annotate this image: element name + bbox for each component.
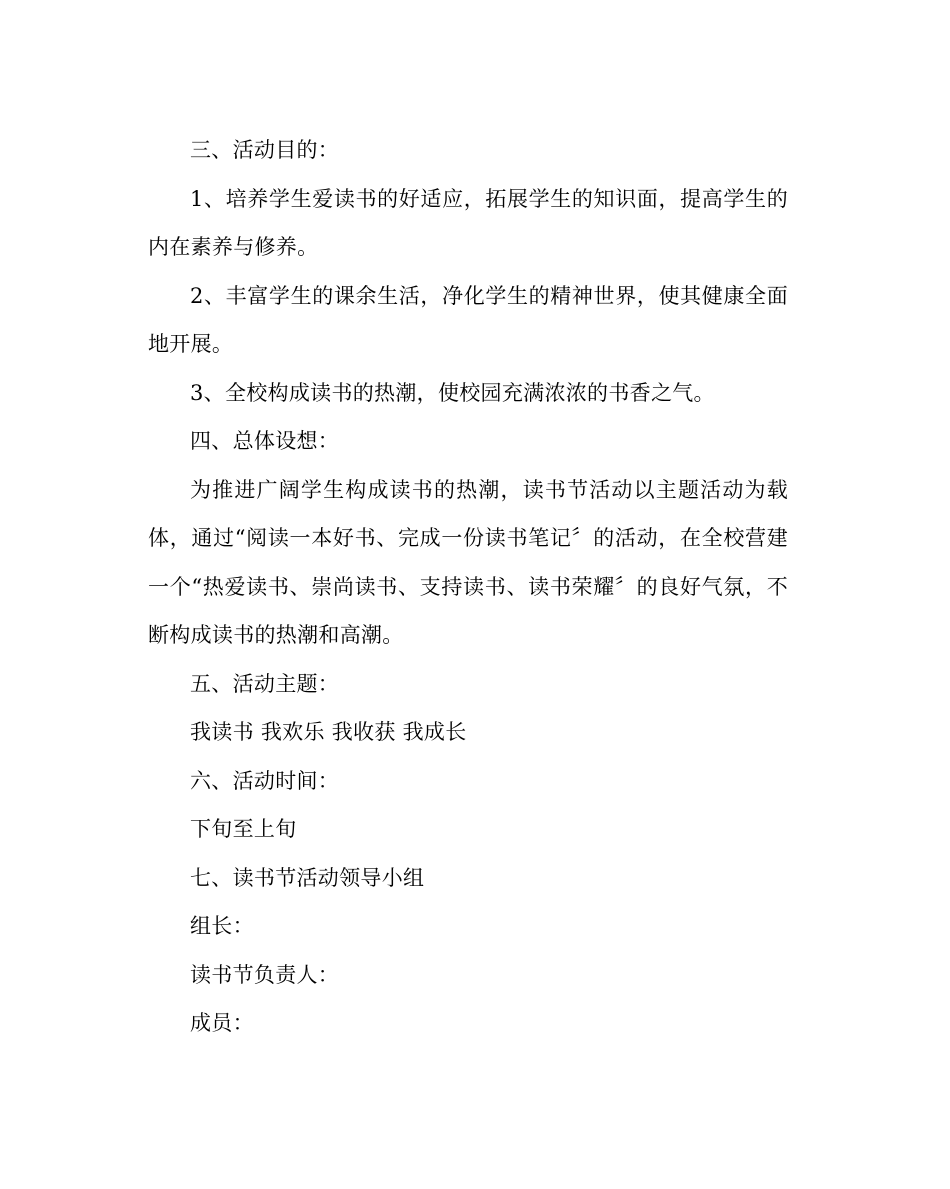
purpose-item-3: 3、全校构成读书的热潮，使校园充满浓浓的书香之气。 (190, 380, 715, 405)
heading-activity-purpose: 三、活动目的： (190, 138, 340, 162)
reading-festival-lead-label: 读书节负责人： (190, 962, 340, 987)
heading-overall-plan: 四、总体设想： (190, 429, 340, 453)
members-label: 成员： (190, 1011, 254, 1035)
group-leader-label: 组长： (190, 914, 254, 938)
document-body (148, 126, 788, 1048)
purpose-item-2: 2、丰富学生的课余生活，净化学生的精神世界，使其健康全面地开展。 (148, 283, 788, 356)
purpose-item-1: 1、培养学生爱读书的好适应，拓展学生的知识面，提高学生的内在素养与修养。 (148, 186, 788, 259)
activity-time-text: 下旬至上旬 (190, 817, 297, 841)
activity-theme-text: 我读书 我欢乐 我收获 我成长 (190, 720, 467, 744)
heading-leadership-group: 七、读书节活动领导小组 (190, 865, 425, 890)
heading-activity-time: 六、活动时间： (190, 768, 340, 793)
heading-activity-theme: 五、活动主题： (190, 671, 340, 696)
overall-plan-text: 为推进广阔学生构成读书的热潮，读书节活动以主题活动为载体，通过“阅读一本好书、完成一份读书笔记〞的活动，在全校营建一个“热爱读书、崇尚读书、支持读书、读书荣耀〞的良好气氛，不断构成读书的热潮和高潮。 (148, 477, 788, 647)
